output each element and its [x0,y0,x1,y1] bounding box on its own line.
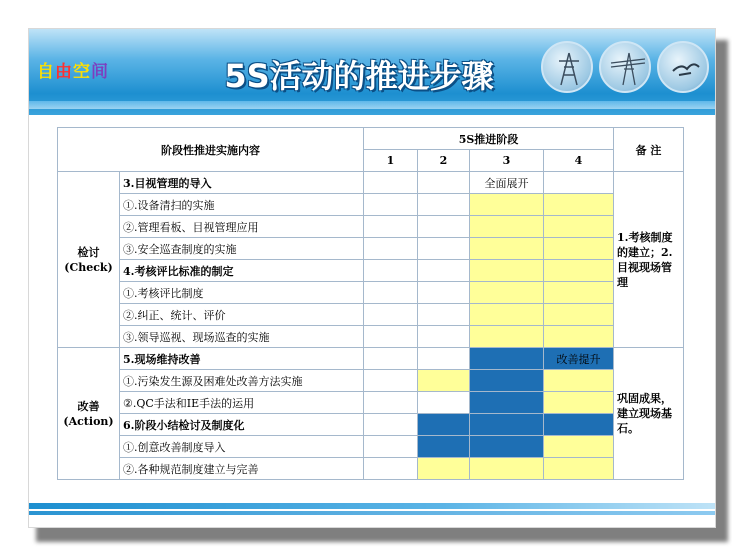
logo-char-2: 由 [55,62,73,82]
slide-header [29,29,716,115]
table-row [58,260,684,282]
stage-cell-empty [364,436,418,458]
stage-cell-empty [418,304,470,326]
stage-cell-empty [418,216,470,238]
stage-cell-empty [418,392,470,414]
stage-cell-empty [364,326,418,348]
schedule-table [57,127,684,480]
stage-cell-blue [418,414,470,436]
stage-cell-empty [364,304,418,326]
stage-cell-yellow [544,370,614,392]
table-row [58,458,684,480]
table-row [58,172,684,194]
table-row [58,414,684,436]
stage-cell-empty [418,172,470,194]
stage-cell-yellow [470,326,544,348]
power-line-photo-icon [599,41,651,93]
stage-cell-yellow [544,260,614,282]
stage-cell-empty [364,172,418,194]
stage-4-header: 4 [544,150,614,172]
section-name: 检讨 [77,245,100,259]
stage-cell-yellow [544,282,614,304]
header-band [29,101,716,109]
table-row [58,282,684,304]
stage-cell-empty [364,260,418,282]
task-cell: 6.阶段小结检讨及制度化 [120,414,364,436]
stage-cell-empty [364,216,418,238]
stage-cell-yellow [470,282,544,304]
section-label [58,348,120,480]
stage-cell-blue [470,348,544,370]
stage-cell-yellow [544,326,614,348]
stage-cell-empty [364,370,418,392]
footer-bar-thin [29,511,716,515]
footer-bar [29,503,716,509]
stage-cell-yellow [418,458,470,480]
stage-cell-yellow [544,458,614,480]
logo-char-3: 空 [73,62,91,82]
section-english-name: (Check) [64,260,113,274]
table-row [58,392,684,414]
section-label [58,172,120,348]
stage-cell-empty [418,326,470,348]
bird-photo-icon [657,41,709,93]
task-cell: 4.考核评比标准的制定 [120,260,364,282]
task-cell: 5.现场维持改善 [120,348,364,370]
header-photos [541,41,711,99]
task-cell: ②.管理看板、目视管理应用 [120,216,364,238]
task-cell: ①.设备清扫的实施 [120,194,364,216]
task-cell: ①.考核评比制度 [120,282,364,304]
stage-cell-yellow [418,370,470,392]
task-cell: ①.污染发生源及困难处改善方法实施 [120,370,364,392]
table-row [58,436,684,458]
section-english-name: (Action) [63,414,114,428]
stage-cell-empty [418,282,470,304]
stage-cell-blue [418,436,470,458]
content-header: 阶段性推进实施内容 [58,128,364,172]
logo-char-1: 自 [37,62,55,82]
note-cell: 1.考核制度的建立；2.目视现场管理 [614,172,684,348]
stage-cell-empty [364,414,418,436]
stage-cell-empty [364,238,418,260]
stage-cell-yellow [544,392,614,414]
stage-cell-empty [364,458,418,480]
stage-cell-blue [470,436,544,458]
task-cell: ②.QC手法和IE手法的运用 [120,392,364,414]
table-row [58,304,684,326]
task-cell: ③.安全巡查制度的实施 [120,238,364,260]
stage-cell-yellow [470,260,544,282]
stage-cell-yellow [544,194,614,216]
stage-cell-yellow [544,436,614,458]
logo-char-4: 间 [91,62,109,82]
stage-cell-yellow [544,238,614,260]
note-cell: 巩固成果，建立现场基石。 [614,348,684,480]
table-row [58,348,684,370]
stage-cell-yellow [470,238,544,260]
stage-cell-empty [364,392,418,414]
stage-cell-empty [418,260,470,282]
task-cell: ②.纠正、统计、评价 [120,304,364,326]
stage-cell-blue [544,414,614,436]
note-header: 备 注 [614,128,684,172]
section-name: 改善 [77,399,100,413]
stage-label: 全面展开 [470,172,544,194]
stage-1-header: 1 [364,150,418,172]
table-row [58,326,684,348]
table-row [58,238,684,260]
stage-cell-empty [364,348,418,370]
stage-cell-empty [544,172,614,194]
task-cell: ②.各种规范制度建立与完善 [120,458,364,480]
task-cell: ③.领导巡视、现场巡查的实施 [120,326,364,348]
stage-cell-yellow [544,304,614,326]
stage-2-header: 2 [418,150,470,172]
stage-3-header: 3 [470,150,544,172]
stage-cell-yellow [470,194,544,216]
stage-cell-yellow [470,304,544,326]
table-row [58,216,684,238]
slide [28,28,716,528]
stage-cell-blue [470,370,544,392]
task-cell: ①.创意改善制度导入 [120,436,364,458]
stage-cell-empty [418,348,470,370]
power-tower-photo-icon [541,41,593,93]
stage-cell-blue [470,414,544,436]
stage-cell-yellow [470,216,544,238]
stage-cell-blue [470,392,544,414]
stage-cell-empty [364,194,418,216]
table-row [58,370,684,392]
stage-cell-empty [418,238,470,260]
stage-header: 5S推进阶段 [364,128,614,150]
stage-label: 改善提升 [544,348,614,370]
logo [37,57,137,83]
stage-cell-yellow [544,216,614,238]
task-cell: 3.目视管理的导入 [120,172,364,194]
slide-footer [29,499,716,528]
table-row [58,194,684,216]
stage-cell-empty [364,282,418,304]
stage-cell-empty [418,194,470,216]
stage-cell-yellow [470,458,544,480]
slide-title: 5S活动的推进步骤 [224,57,494,95]
